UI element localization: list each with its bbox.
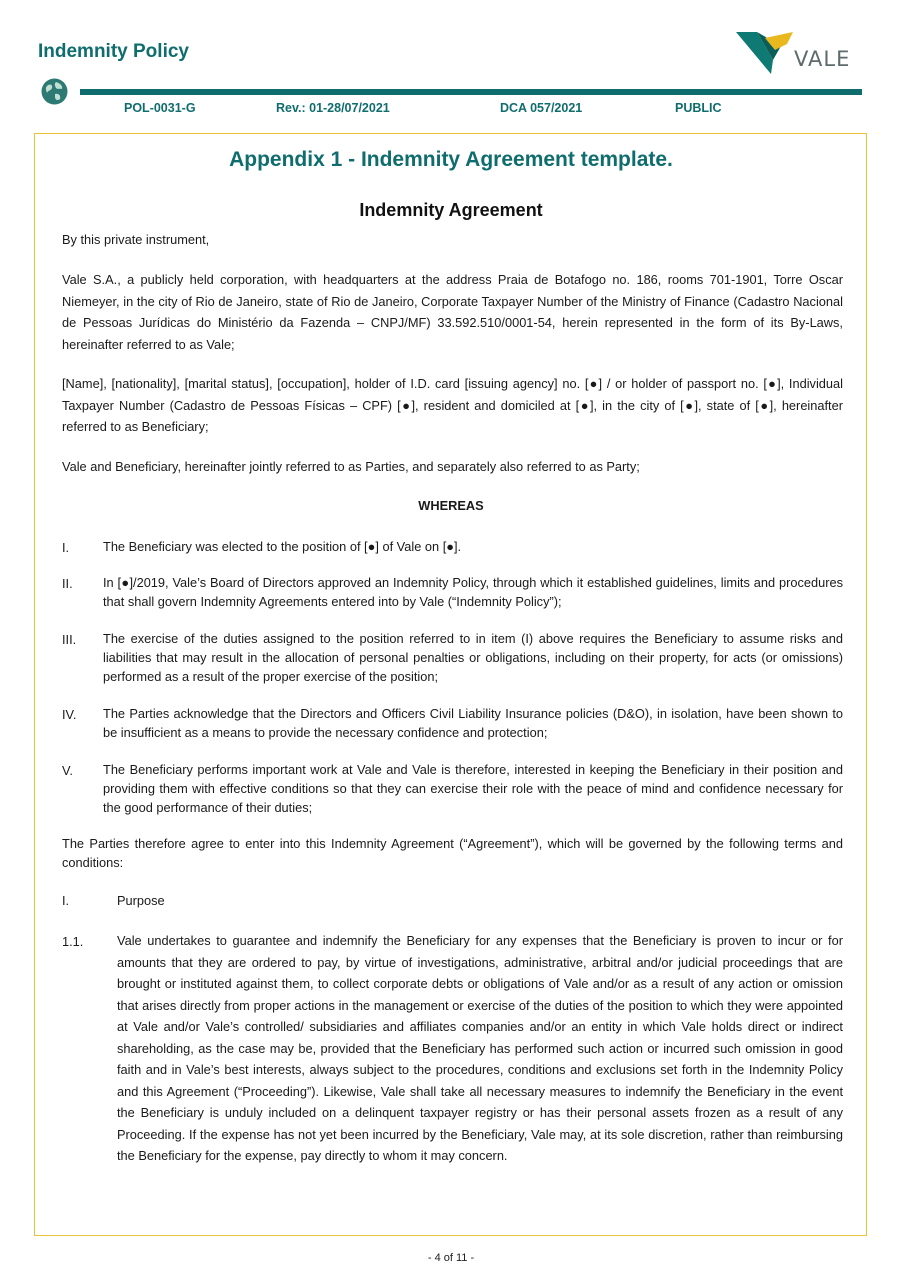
whereas-number: V. [62,763,73,778]
whereas-number: III. [62,632,77,647]
agree-paragraph: The Parties therefore agree to enter into this Indemnity Agreement (“Agreement”), which will be governed by the following terms and conditions: [62,836,843,870]
section-title: Purpose [117,893,165,908]
policy-title: Indemnity Policy [38,41,189,62]
whereas-item: The Beneficiary was elected to the position of [●] of Vale on [●]. [103,539,462,554]
revision-label: Rev.: 01-28/07/2021 [276,101,390,115]
whereas-item: The Parties acknowledge that the Directors and Officers Civil Liability Insurance policies (D&O), in isolation, have been shown to be insufficient as a means to provide the necessary confidence and protection; [103,706,843,740]
policy-code: POL-0031-G [124,101,196,115]
clause-number: 1.1. [62,934,84,949]
whereas-number: II. [62,576,73,591]
whereas-item: In [●]/2019, Vale’s Board of Directors approved an Indemnity Policy, through which it established guidelines, limits and procedures that shall govern Indemnity Agreements entered into by Vale (“Indemnity Policy”); [103,575,843,609]
whereas-heading: WHEREAS [418,498,484,513]
vale-party-paragraph: Vale S.A., a publicly held corporation, with headquarters at the address Praia de Botafogo no. 186, rooms 701-1901, Torre Oscar Niemeyer, in the city of Rio de Janeiro, state of Rio de Janeiro, Corporate Taxpayer Number of the Ministry of Finance (Cadastro Nacional de Pessoas Jurídicas do Ministério da Fazenda – CNPJ/MF) 33.592.510/0001-54, herein represented in the form of its By-Laws, hereinafter referred to as Vale; [62,272,843,352]
header-rule [80,89,862,95]
classification-label: PUBLIC [675,101,722,115]
intro-text: By this private instrument, [62,232,210,247]
whereas-item: The Beneficiary performs important work at Vale and Vale is therefore, interested in keeping the Beneficiary in their position and providing them with effective conditions so that they can exercise their role with the peace of mind and confidence necessary for the good performance of their duties; [103,762,843,815]
whereas-number: IV. [62,707,77,722]
page-number: - 4 of 11 - [427,1252,475,1264]
agreement-title: Indemnity Agreement [359,200,543,220]
clause-text: Vale undertakes to guarantee and indemnify the Beneficiary for any expenses that the Beneficiary is proven to incur or for amounts that they are ordered to pay, by virtue of investigations, administrative, arbitral and/or judicial proceedings that are brought or instituted against them, to collect corporate debts or obligations of Vale and/or as a result of any action or omission that arises directly from proper actions in the management or exercise of the duties of the position to which they were appointed at Vale and/or Vale’s controlled/ subsidiaries and affiliates companies and/or an entity in which Vale holds direct or indirect shareholding, as the case may be, provided that the Beneficiary has performed such action or incurred such omission in good faith and in Vale’s best interests, always subject to the procedures, conditions and exclusions set forth in the Indemnity Policy and this Agreement (“Proceeding”). Likewise, Vale shall take all necessary measures to indemnify the Beneficiary in the event the Beneficiary is unduly included on a delinquent taxpayer registry or has their personal assets frozen as a result of any Proceeding. If the expense has not yet been incurred by the Beneficiary, Vale may, at its sole discretion, rather than reimbursing the Beneficiary for the expense, pay directly to whom it may concern. [117,933,843,1163]
vale-logo-text: VALE [794,47,851,71]
dca-label: DCA 057/2021 [500,101,583,115]
parties-paragraph: Vale and Beneficiary, hereinafter jointly referred to as Parties, and separately also referred to as Party; [62,459,640,474]
beneficiary-party-paragraph: [Name], [nationality], [marital status], [occupation], holder of I.D. card [issuing agency] no. [●] / or holder of passport no. [●], Individual Taxpayer Number (Cadastro de Pessoas Físicas – CPF) [●], resident and domiciled at [●], in the city of [●], state of [●], hereinafter referred to as Beneficiary; [62,376,843,434]
section-number: I. [62,893,70,908]
globe-icon [41,78,68,105]
appendix-title: Appendix 1 - Indemnity Agreement template. [229,148,673,171]
whereas-item: The exercise of the duties assigned to the position referred to in item (I) above requires the Beneficiary to assume risks and liabilities that may result in the allocation of personal penalties or obligations, including on their property, for acts (or omissions) performed as a result of the proper exercise of the position; [103,631,843,684]
whereas-number: I. [62,540,70,555]
